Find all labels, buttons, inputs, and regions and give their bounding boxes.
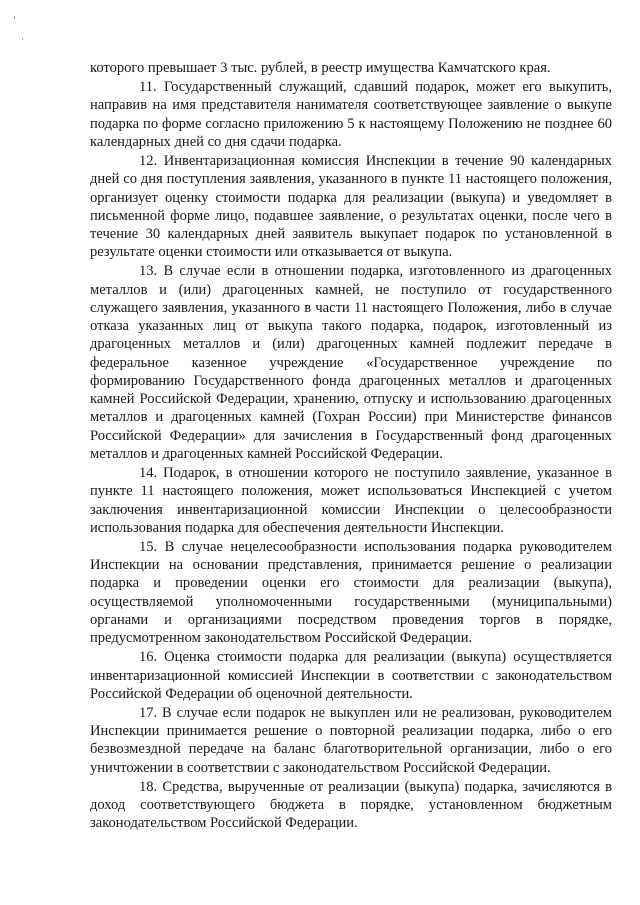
paragraph-18: 18. Средства, вырученные от реализации (выкупа) подарка, зачисляются в доход соответствующего бюджета в порядке, установленном бюджетным законодательством Российской Федерации. xyxy=(90,778,612,832)
scan-marks xyxy=(8,16,28,46)
continuation-line: которого превышает 3 тыс. рублей, в реестр имущества Камчатского края. xyxy=(90,60,551,76)
document-body xyxy=(90,59,612,833)
paragraph-12: 12. Инвентаризационная комиссия Инспекции в течение 90 календарных дней со дня поступления заявления, указанного в пункте 11 настоящего положения, организует оценку стоимости подарка для реализации (выкупа) и уведомляет в письменной форме лицо, подавшее заявление, о результатах оценки, после чего в течение 30 календарных дней заявитель выкупает подарок по установленной в результате оценки стоимости или отказывается от выкупа. xyxy=(90,153,612,261)
scan-speck xyxy=(14,16,15,19)
paragraph-15: 15. В случае нецелесообразности использования подарка руководителем Инспекции на основании представления, принимается решение о реализации подарка и проведении оценки его стоимости для реализации (выкупа), осуществляемой уполномоченными государственными (муниципальными) органами и организациями посредством проведения торгов в порядке, предусмотренном законодательством Российской Федерации. xyxy=(90,538,612,647)
paragraph-17: 17. В случае если подарок не выкуплен или не реализован, руководителем Инспекции принимается решение о повторной реализации подарка, либо о его безвозмездной передаче на баланс благотворительной организации, либо о его уничтожении в соответствии с законодательством Российской Федерации. xyxy=(90,704,612,776)
scan-speck xyxy=(22,38,23,40)
paragraph-16: 16. Оценка стоимости подарка для реализации (выкупа) осуществляется инвентаризационной комиссией Инспекции в соответствии с законодательством Российской Федерации об оценочной деятельности. xyxy=(90,649,612,702)
paragraph-14: 14. Подарок, в отношении которого не поступило заявление, указанное в пункте 11 настоящего положения, может использоваться Инспекцией с учетом заключения инвентаризационной комиссии Инспекции о целесообразности использования подарка для обеспечения деятельности Инспекции. xyxy=(90,465,612,536)
paragraph-11: 11. Государственный служащий, сдавший подарок, может его выкупить, направив на имя представителя нанимателя соответствующее заявление о выкупе подарка по форме согласно приложению 5 к настоящему Положению не позднее 60 календарных дней со дня сдачи подарка. xyxy=(90,79,612,150)
paragraph-13: 13. В случае если в отношении подарка, изготовленного из драгоценных металлов и (или) драгоценных камней, не поступило от государственного служащего заявления, указанного в части 11 настоящего Положения, либо в случае отказа указанных лиц от выкупа такого подарка, подарок, изготовленный из драгоценных металлов и (или) драгоценных камней подлежит передаче в федеральное казенное учреждение «Государственное учреждение по формированию Государственного фонда драгоценных металлов и драгоценных камней Российской Федерации, хранению, отпуску и использованию драгоценных металлов и драгоценных камней (Гохран России) при Министерстве финансов Российской Федерации» для зачисления в Государственный фонд драгоценных металлов и драгоценных камней Российской Федерации. xyxy=(90,263,612,462)
